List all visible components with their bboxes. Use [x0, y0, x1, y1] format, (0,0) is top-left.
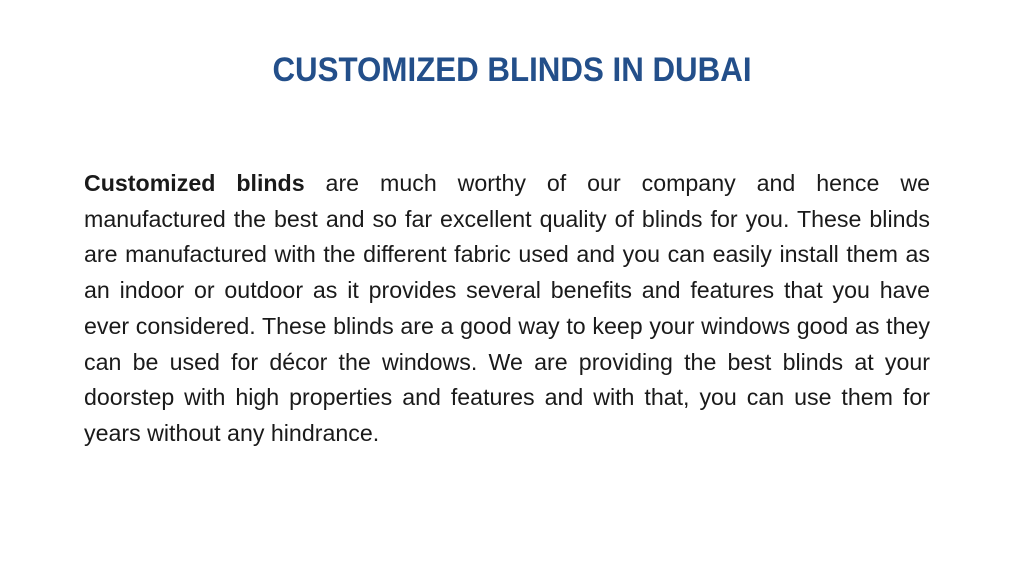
body-text: are much worthy of our company and hence we manufactured the best and so far excellent quality of blinds for you. These blinds are manufactured with the different fabric used and you can easily install them as an indoor or outdoor as it provides several benefits and features that you have ever considered. These blinds are a good way to keep your windows good as they can be used for décor the windows. We are providing the best blinds at your doorstep with high properties and features and with that, you can use them for years without any hindrance. [84, 170, 930, 446]
slide-title: CUSTOMIZED BLINDS IN DUBAI [272, 51, 752, 89]
slide-body-paragraph [84, 166, 930, 452]
body-lead-text: Customized blinds [84, 170, 305, 196]
